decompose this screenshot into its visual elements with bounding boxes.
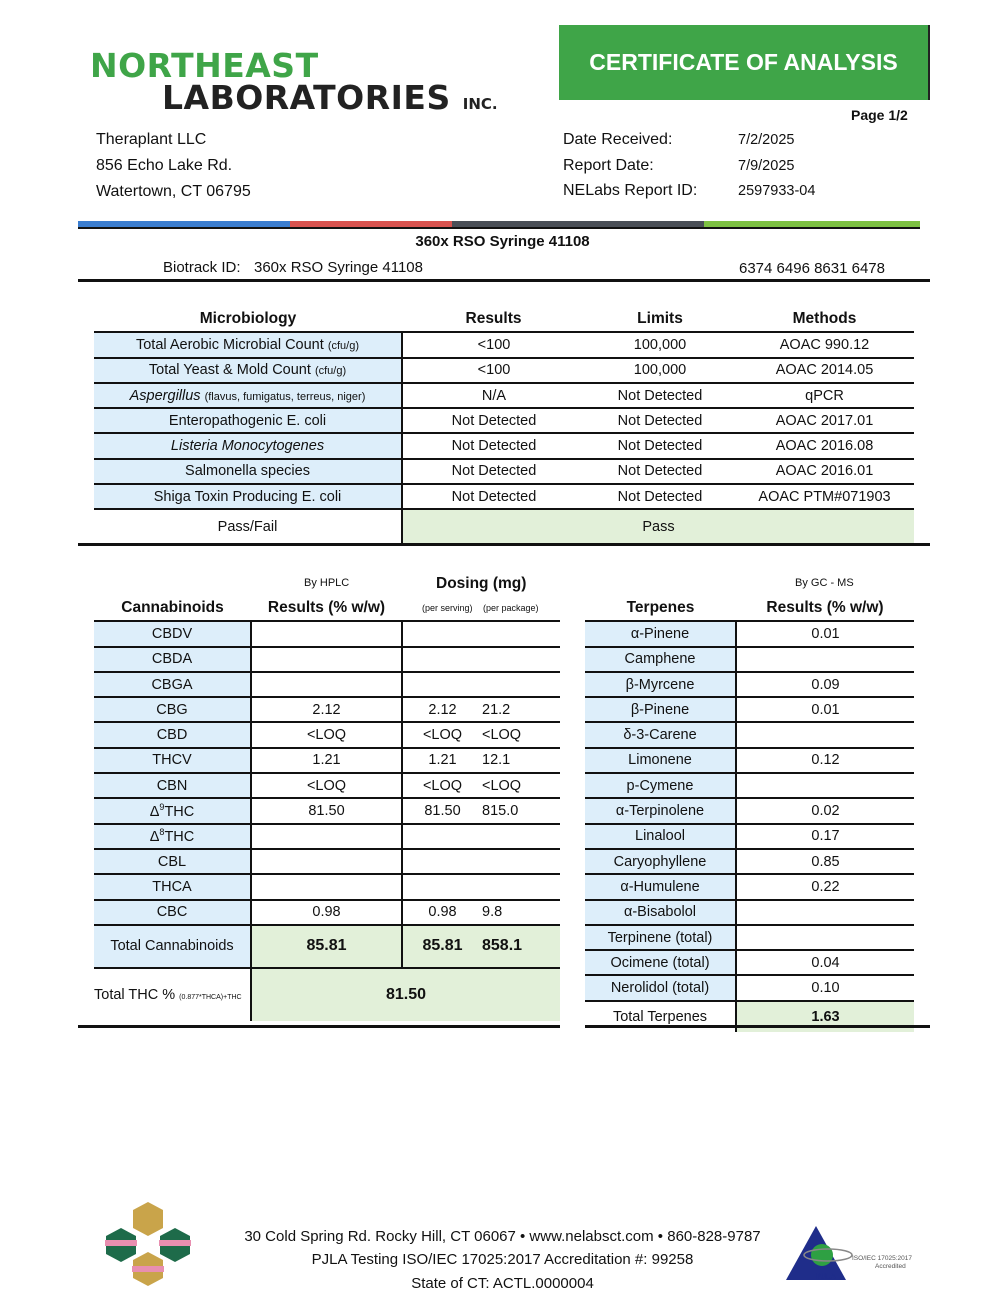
micro-header-methods: Methods (735, 307, 914, 332)
micro-name-text: Listeria Monocytogenes (170, 438, 325, 455)
micro-result: Not Detected (402, 408, 585, 433)
canna-row (94, 748, 560, 773)
logo-name: LABORATORIES (162, 78, 451, 117)
canna-name-text: CBDV (151, 625, 193, 642)
pjla-logo (782, 1222, 932, 1284)
micro-result: Not Detected (402, 433, 585, 458)
logo-line2 (162, 78, 498, 117)
micro-row (94, 459, 914, 484)
terp-result: 0.22 (736, 874, 914, 899)
terp-result: 0.10 (736, 975, 914, 1000)
canna-package: 9.8 (482, 900, 560, 925)
canna-name (94, 874, 251, 899)
footer-state: State of CT: ACTL.0000004 (411, 1275, 594, 1292)
canna-package: <LOQ (482, 722, 560, 747)
micro-limit: Not Detected (585, 484, 735, 509)
micro-limit: Not Detected (585, 383, 735, 408)
micro-name-text: Enteropathogenic E. coli (168, 412, 327, 429)
micro-name (94, 459, 402, 484)
micro-method: AOAC 2016.08 (735, 433, 914, 458)
terp-row (585, 672, 914, 697)
canna-base: THC (164, 829, 195, 846)
canna-name-text: CBN (156, 777, 188, 794)
terp-name: β-Pinene (585, 697, 736, 722)
terp-name: α-Humulene (585, 874, 736, 899)
total-thc-label: Total THC % (94, 986, 176, 1003)
canna-name (94, 621, 251, 646)
terp-name: α-Terpinolene (585, 798, 736, 823)
canna-result: <LOQ (251, 722, 402, 747)
microbiology-table (94, 307, 914, 543)
terp-row (585, 975, 914, 1000)
micro-result: <100 (402, 332, 585, 357)
canna-package (482, 849, 560, 874)
canna-name-text: CBC (156, 904, 188, 921)
micro-name-text: Total Yeast & Mold Count (148, 362, 311, 379)
total-thc-value: 81.50 (251, 968, 560, 1021)
micro-limit: Not Detected (585, 459, 735, 484)
canna-name-text: CBD (156, 727, 188, 744)
terp-name: β-Myrcene (585, 672, 736, 697)
logo-suffix: INC. (462, 95, 498, 113)
canna-row (94, 824, 560, 849)
canna-sup: 9 (159, 802, 165, 813)
micro-unit: (cfu/g) (314, 365, 347, 378)
micro-result: Not Detected (402, 459, 585, 484)
terp-result (736, 773, 914, 798)
canna-serving: 2.12 (402, 697, 482, 722)
total-cannabinoids-package: 858.1 (482, 925, 560, 968)
total-terpenes-label: Total Terpenes (585, 1001, 736, 1032)
canna-result (251, 621, 402, 646)
logo-line1: NORTHEAST (90, 46, 319, 85)
micro-method: AOAC 2017.01 (735, 408, 914, 433)
canna-name (94, 849, 251, 874)
date-received: 7/2/2025 (738, 132, 795, 148)
terp-result: 0.12 (736, 748, 914, 773)
total-thc-formula: (0.877*THCA)+THC (179, 993, 242, 1001)
micro-result: <100 (402, 358, 585, 383)
terp-result: 0.85 (736, 849, 914, 874)
terp-result: 0.09 (736, 672, 914, 697)
canna-result (251, 672, 402, 697)
micro-name (94, 358, 402, 383)
canna-serving: <LOQ (402, 773, 482, 798)
canna-package: 12.1 (482, 748, 560, 773)
canna-package: 815.0 (482, 798, 560, 823)
report-date-label: Report Date: (563, 157, 654, 174)
canna-name-text: CBG (156, 701, 188, 718)
terp-row (585, 697, 914, 722)
terp-result: 0.01 (736, 621, 914, 646)
canna-name (94, 900, 251, 925)
canna-package (482, 824, 560, 849)
canna-row (94, 697, 560, 722)
terp-row (585, 950, 914, 975)
canna-row (94, 849, 560, 874)
passfail-value: Pass (402, 509, 914, 543)
canna-serving (402, 672, 482, 697)
micro-method: AOAC 2014.05 (735, 358, 914, 383)
footer-address: 30 Cold Spring Rd. Rocky Hill, CT 06067 • www.nelabsct.com • 860-828-9787 (244, 1228, 761, 1245)
terp-result: 0.02 (736, 798, 914, 823)
micro-name-text: Total Aerobic Microbial Count (135, 336, 324, 353)
micro-method: AOAC 990.12 (735, 332, 914, 357)
canna-result: <LOQ (251, 773, 402, 798)
canna-row (94, 798, 560, 823)
page-number: Page 1/2 (851, 107, 908, 123)
terp-result: 0.04 (736, 950, 914, 975)
terp-result (736, 722, 914, 747)
canna-name (94, 697, 251, 722)
micro-limit: Not Detected (585, 433, 735, 458)
canna-row (94, 722, 560, 747)
canna-result (251, 647, 402, 672)
canna-name (94, 798, 251, 823)
terp-name: Terpinene (total) (585, 925, 736, 950)
passfail-label: Pass/Fail (94, 509, 402, 543)
client-name: Theraplant LLC (96, 131, 207, 148)
canna-package (482, 621, 560, 646)
coa-banner: CERTIFICATE OF ANALYSIS (559, 25, 930, 100)
footer-accreditation: PJLA Testing ISO/IEC 17025:2017 Accreditation #: 99258 (311, 1251, 694, 1268)
micro-method: AOAC PTM#071903 (735, 484, 914, 509)
client-address1: 856 Echo Lake Rd. (96, 157, 233, 174)
micro-row (94, 358, 914, 383)
canna-name (94, 824, 251, 849)
biotrack-name: 360x RSO Syringe 41108 (254, 259, 423, 276)
per-package-label: (per package) (483, 603, 539, 613)
total-cannabinoids-serving: 85.81 (402, 925, 482, 968)
micro-name (94, 484, 402, 509)
biotrack-id: 6374 6496 8631 6478 (739, 260, 885, 277)
pjla-text: PJLA (816, 1272, 836, 1281)
micro-row (94, 484, 914, 509)
terp-name: α-Bisabolol (585, 900, 736, 925)
delta-symbol: Δ (149, 803, 160, 820)
canna-name (94, 773, 251, 798)
terp-row (585, 798, 914, 823)
micro-row (94, 332, 914, 357)
terp-result (736, 647, 914, 672)
canna-result: 81.50 (251, 798, 402, 823)
canna-base: THC (164, 803, 195, 820)
canna-row (94, 874, 560, 899)
micro-header-results: Results (402, 307, 585, 332)
canna-package (482, 874, 560, 899)
canna-package: 21.2 (482, 697, 560, 722)
canna-name (94, 647, 251, 672)
micro-name (94, 383, 402, 408)
micro-header-name: Microbiology (94, 307, 402, 332)
canna-serving (402, 621, 482, 646)
terp-result: 0.17 (736, 824, 914, 849)
dosing-header: Dosing (mg) (436, 575, 527, 592)
svg-text:Accredited: Accredited (875, 1263, 906, 1270)
canna-name-text: THCV (152, 752, 192, 769)
sample-title: 360x RSO Syringe 41108 (415, 233, 590, 250)
canna-row (94, 672, 560, 697)
micro-limit: Not Detected (585, 408, 735, 433)
canna-row (94, 621, 560, 646)
canna-by: By HPLC (304, 577, 350, 589)
canna-name-text: CBL (157, 853, 187, 870)
canna-serving (402, 647, 482, 672)
terp-name: Camphene (585, 647, 736, 672)
canna-row (94, 647, 560, 672)
canna-result (251, 874, 402, 899)
delta-symbol: Δ (149, 829, 160, 846)
terp-header-name: Terpenes (585, 596, 736, 621)
canna-serving (402, 849, 482, 874)
canna-serving (402, 824, 482, 849)
terp-row (585, 874, 914, 899)
canna-header-name: Cannabinoids (94, 596, 251, 621)
micro-name (94, 433, 402, 458)
canna-header-result: Results (% w/w) (251, 596, 402, 621)
micro-row (94, 433, 914, 458)
micro-header-limits: Limits (585, 307, 735, 332)
canna-result (251, 849, 402, 874)
canna-serving: 81.50 (402, 798, 482, 823)
date-received-label: Date Received: (563, 131, 673, 148)
terp-name: Nerolidol (total) (585, 975, 736, 1000)
canna-result: 1.21 (251, 748, 402, 773)
terp-row (585, 722, 914, 747)
canna-package: <LOQ (482, 773, 560, 798)
canna-name (94, 672, 251, 697)
terp-name: δ-3-Carene (585, 722, 736, 747)
canna-name (94, 722, 251, 747)
terp-row (585, 824, 914, 849)
total-cannabinoids-label: Total Cannabinoids (94, 925, 251, 968)
canna-name-text: CBGA (151, 676, 193, 693)
terp-row (585, 849, 914, 874)
canna-name-text: THCA (152, 878, 192, 895)
canna-package (482, 647, 560, 672)
terp-row (585, 647, 914, 672)
terp-name: Limonene (585, 748, 736, 773)
report-id-label: NELabs Report ID: (563, 182, 698, 199)
terp-name: α-Pinene (585, 621, 736, 646)
total-cannabinoids-result: 85.81 (251, 925, 402, 968)
micro-method: qPCR (735, 383, 914, 408)
terp-name: Caryophyllene (585, 849, 736, 874)
terp-result: 0.01 (736, 697, 914, 722)
micro-row (94, 383, 914, 408)
canna-package (482, 672, 560, 697)
micro-limit: 100,000 (585, 332, 735, 357)
biotrack-label: Biotrack ID: (163, 259, 241, 276)
micro-limit: 100,000 (585, 358, 735, 383)
terp-by: By GC - MS (795, 577, 854, 589)
canna-result: 2.12 (251, 697, 402, 722)
micro-name-text: Aspergillus (129, 387, 201, 404)
terp-header-result: Results (% w/w) (736, 596, 914, 621)
terp-name: Ocimene (total) (585, 950, 736, 975)
micro-row (94, 408, 914, 433)
micro-name (94, 408, 402, 433)
cannabinoids-table (94, 596, 560, 1021)
canna-serving: 1.21 (402, 748, 482, 773)
canna-name-text: CBDA (151, 651, 193, 668)
report-id: 2597933-04 (738, 183, 816, 199)
micro-result: Not Detected (402, 484, 585, 509)
canna-result: 0.98 (251, 900, 402, 925)
canna-row (94, 900, 560, 925)
micro-name (94, 332, 402, 357)
micro-name-text: Shiga Toxin Producing E. coli (153, 488, 342, 505)
terp-result (736, 925, 914, 950)
svg-text:ISO/IEC 17025:2017: ISO/IEC 17025:2017 (852, 1255, 912, 1262)
canna-sup: 8 (159, 827, 165, 838)
terp-name: p-Cymene (585, 773, 736, 798)
canna-result (251, 824, 402, 849)
per-serving-label: (per serving) (422, 603, 473, 613)
micro-unit: (cfu/g) (327, 339, 359, 352)
terp-row (585, 748, 914, 773)
micro-name-text: Salmonella species (185, 463, 310, 480)
terp-row (585, 925, 914, 950)
total-thc-label-cell (94, 968, 251, 1021)
micro-unit: (flavus, fumigatus, terreus, niger) (204, 390, 366, 403)
canna-serving: <LOQ (402, 722, 482, 747)
canna-name (94, 748, 251, 773)
report-date: 7/9/2025 (738, 158, 795, 174)
micro-result: N/A (402, 383, 585, 408)
micro-method: AOAC 2016.01 (735, 459, 914, 484)
terpenes-table (585, 596, 914, 1032)
canna-serving (402, 874, 482, 899)
total-terpenes-value: 1.63 (736, 1001, 914, 1032)
terp-result (736, 900, 914, 925)
terp-row (585, 900, 914, 925)
client-address2: Watertown, CT 06795 (96, 183, 251, 200)
terp-row (585, 621, 914, 646)
terp-name: Linalool (585, 824, 736, 849)
canna-row (94, 773, 560, 798)
terp-row (585, 773, 914, 798)
canna-serving: 0.98 (402, 900, 482, 925)
